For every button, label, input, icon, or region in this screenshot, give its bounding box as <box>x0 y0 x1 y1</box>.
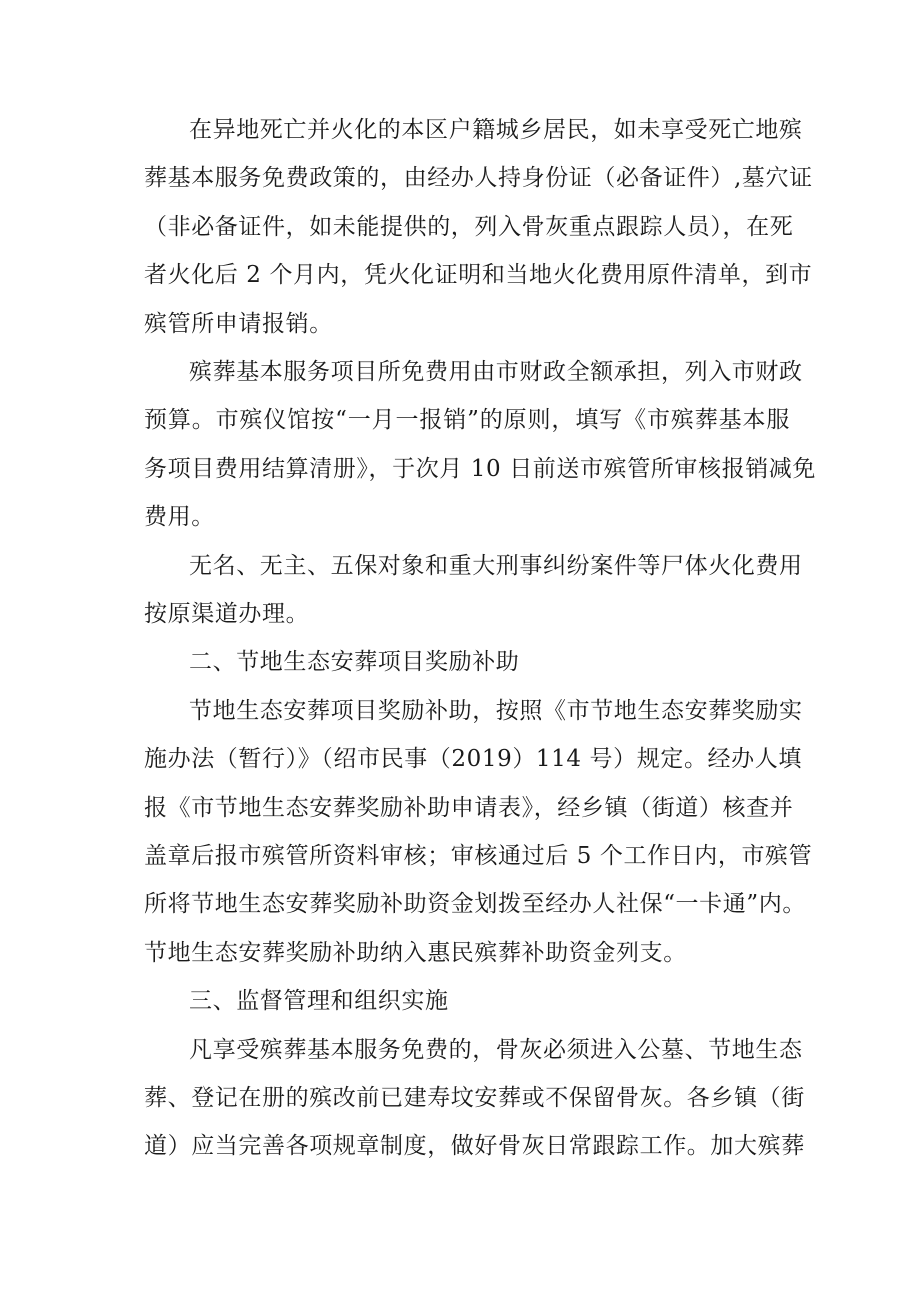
paragraph-line: 报《市节地生态安葬奖励补助申请表》，经乡镇（街道）核查并 <box>144 795 794 821</box>
paragraph-line: 葬、登记在册的殡改前已建寿坟安葬或不保留骨灰。各乡镇（街 <box>144 1085 805 1111</box>
paragraph-line: 节地生态安葬项目奖励补助，按照《市节地生态安葬奖励实 <box>189 698 803 724</box>
paragraph-line: 者火化后 2 个月内，凭火化证明和当地火化费用原件清单，到市 <box>144 262 813 288</box>
section-heading: 二、节地生态安葬项目奖励补助 <box>189 649 520 675</box>
paragraph-line: 按原渠道办理。 <box>144 601 310 627</box>
paragraph-line: 施办法（暂行）》（绍市民事（2019）114 号）规定。经办人填 <box>144 746 802 772</box>
paragraph-line: 殡葬基本服务项目所免费用由市财政全额承担，列入市财政 <box>189 359 803 385</box>
section-heading: 三、监督管理和组织实施 <box>189 988 449 1014</box>
paragraph-line: 凡享受殡葬基本服务免费的，骨灰必须进入公墓、节地生态 <box>189 1037 803 1063</box>
paragraph-line: 所将节地生态安葬奖励补助资金划拨至经办人社保“一卡通”内。 <box>144 891 806 917</box>
paragraph-line: 盖章后报市殡管所资料审核；审核通过后 5 个工作日内，市殡管 <box>144 843 813 869</box>
paragraph-line: 在异地死亡并火化的本区户籍城乡居民，如未享受死亡地殡 <box>189 117 803 143</box>
paragraph-line: 务项目费用结算清册》，于次月 10 日前送市殡管所审核报销减免 <box>144 456 816 482</box>
paragraph-line: 葬基本服务免费政策的，由经办人持身份证（必备证件）,墓穴证 <box>144 165 813 191</box>
paragraph-line: 预算。市殡仪馆按“一月一报销”的原则，填写《市殡葬基本服 <box>144 407 790 433</box>
paragraph-line: 殡管所申请报销。 <box>144 311 333 337</box>
paragraph-line: 无名、无主、五保对象和重大刑事纠纷案件等尸体火化费用 <box>189 553 803 579</box>
paragraph-line: 道）应当完善各项规章制度，做好骨灰日常跟踪工作。加大殡葬 <box>144 1133 805 1159</box>
paragraph-line: （非必备证件，如未能提供的，列入骨灰重点跟踪人员），在死 <box>144 214 794 240</box>
paragraph-line: 费用。 <box>144 504 215 530</box>
paragraph-line: 节地生态安葬奖励补助纳入惠民殡葬补助资金列支。 <box>144 940 687 966</box>
